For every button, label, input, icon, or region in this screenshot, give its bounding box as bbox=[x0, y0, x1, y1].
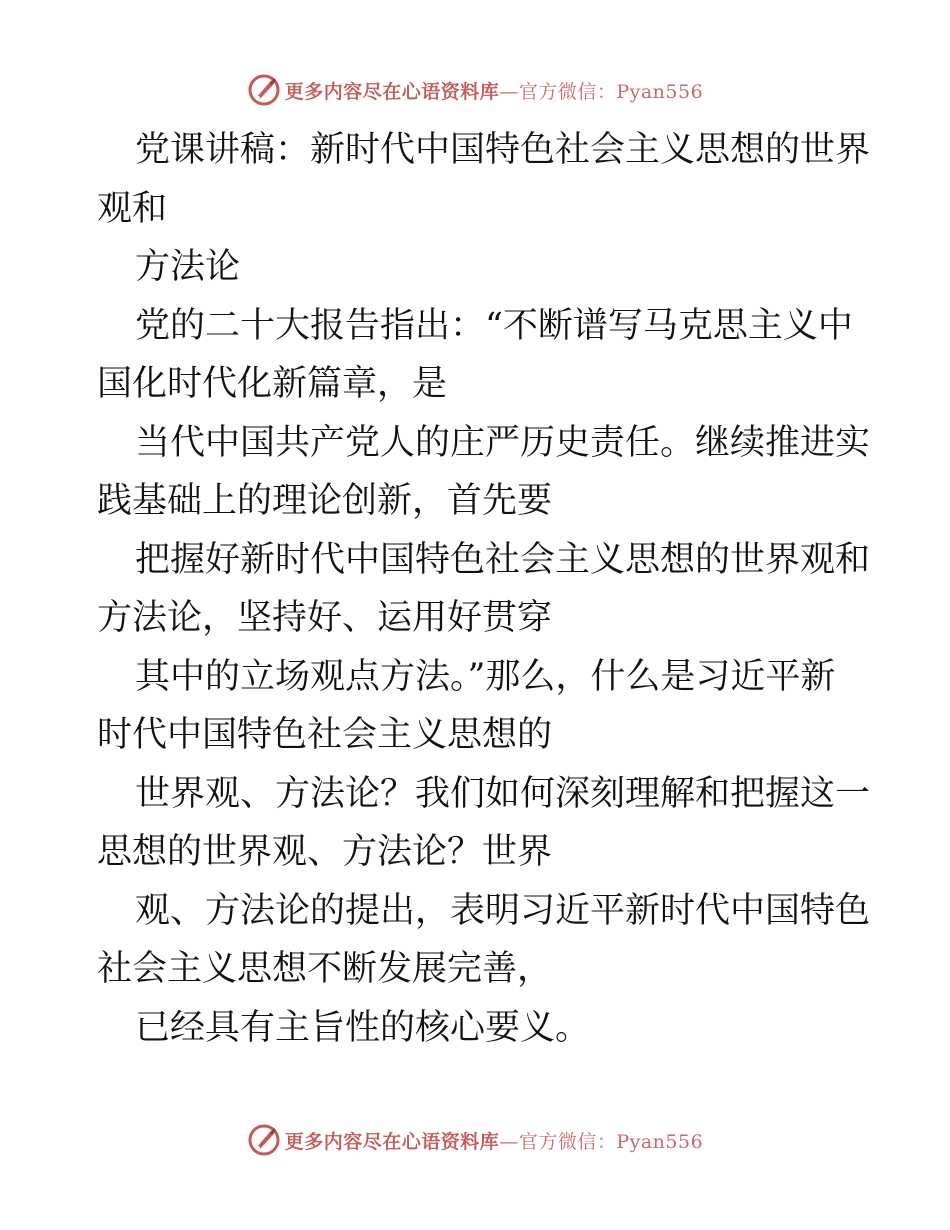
paragraph-title: 党课讲稿：新时代中国特色社会主义思想的世界 观和 bbox=[97, 130, 871, 229]
wechat-id: Pyan556 bbox=[616, 1130, 704, 1153]
footer-banner bbox=[0, 1120, 950, 1160]
paragraph: 把握好新时代中国特色社会主义思想的世界观和 方法论，坚持好、运用好贯穿 bbox=[97, 539, 871, 638]
paragraph: 当代中国共产党人的庄严历史责任。继续推进实 践基础上的理论创新，首先要 bbox=[97, 422, 871, 521]
quill-pen-logo-icon bbox=[247, 73, 281, 107]
paragraph-title-cont: 方法论 bbox=[135, 247, 241, 287]
paragraph: 世界观、方法论？我们如何深刻理解和把握这一 思想的世界观、方法论？世界 bbox=[97, 773, 871, 872]
paragraph: 已经具有主旨性的核心要义。 bbox=[135, 1007, 591, 1048]
paragraph: 观、方法论的提出，表明习近平新时代中国特色 社会主义思想不断发展完善， bbox=[97, 890, 871, 989]
quill-pen-logo-icon bbox=[247, 1123, 281, 1157]
wechat-id: Pyan556 bbox=[616, 80, 704, 103]
footer-banner-text: 更多内容尽在心语资料库—官方微信：Pyan556 bbox=[284, 1130, 704, 1153]
header-banner-text: 更多内容尽在心语资料库—官方微信：Pyan556 bbox=[284, 80, 704, 103]
document-body bbox=[97, 121, 871, 1057]
paragraph: 其中的立场观点方法。”那么，什么是习近平新 时代中国特色社会主义思想的 bbox=[97, 656, 836, 755]
header-banner bbox=[0, 70, 950, 110]
paragraph: 党的二十大报告指出：“不断谱写马克思主义中 国化时代化新篇章，是 bbox=[97, 305, 853, 404]
